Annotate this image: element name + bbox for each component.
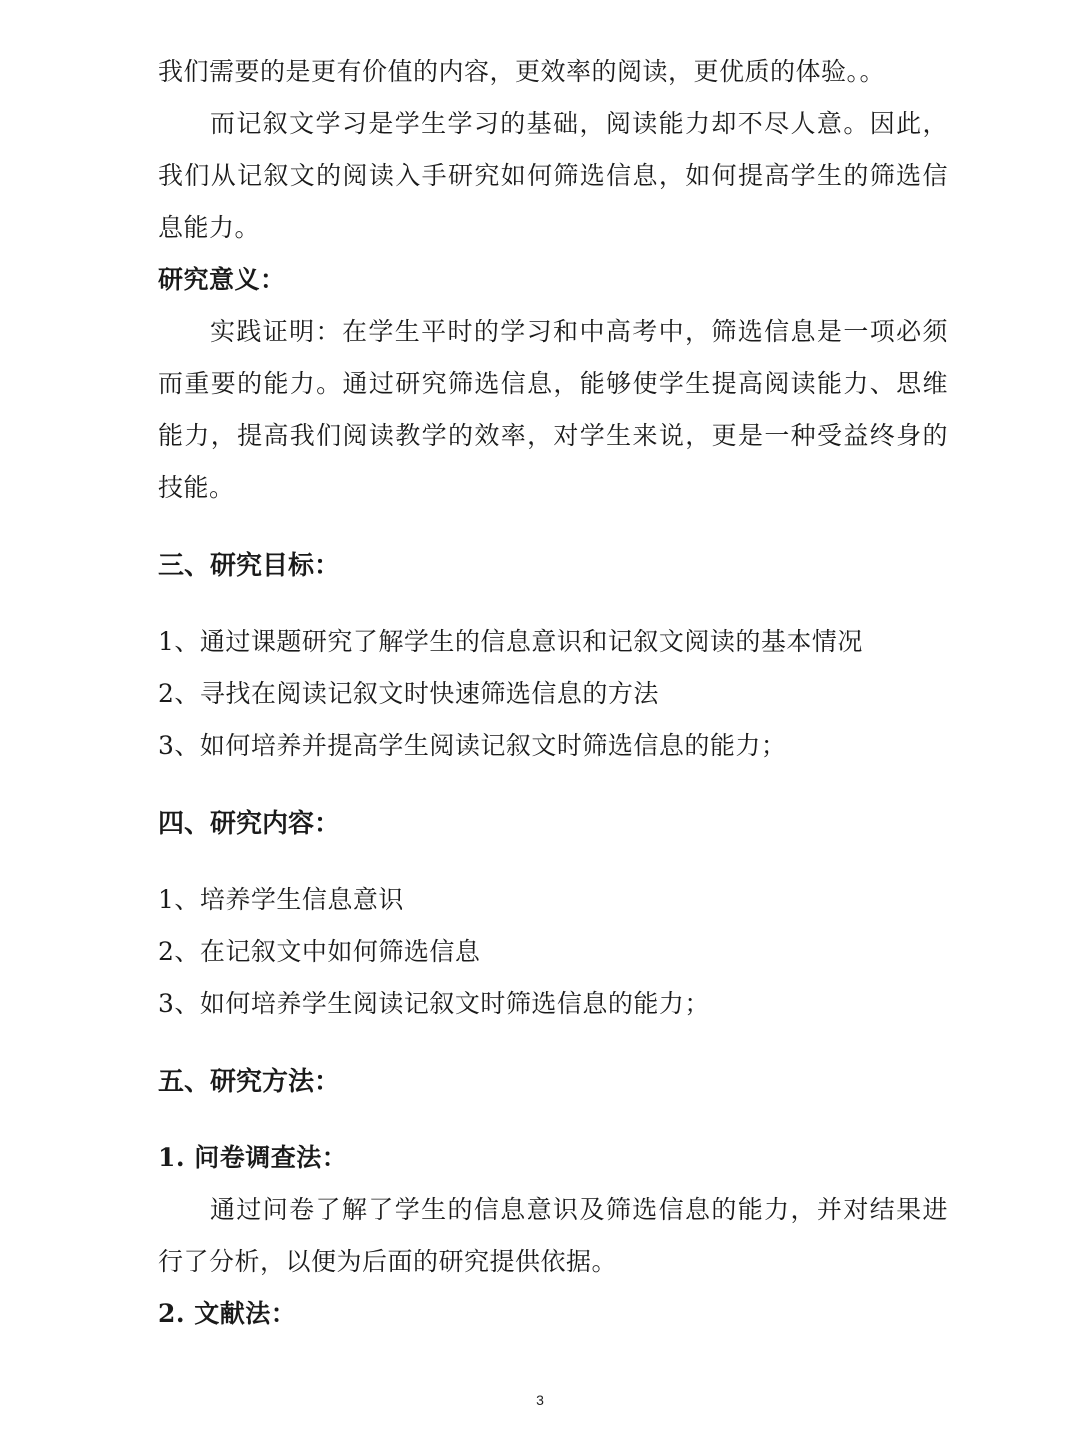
method-2-label: 2. 文献法： (158, 1299, 297, 1328)
significance-line: 技能。 (158, 473, 235, 502)
section-heading-content: 四、研究内容： (158, 809, 341, 839)
method-1-line: 通过问卷了解了学生的信息意识及筛选信息的能力，并对结果进 (210, 1195, 948, 1224)
section-heading-methods: 五、研究方法： (158, 1067, 341, 1097)
significance-line: 而重要的能力。通过研究筛选信息，能够使学生提高阅读能力、思维 (158, 369, 948, 398)
significance-line: 实践证明：在学生平时的学习和中高考中，筛选信息是一项必须 (210, 317, 948, 346)
section-heading-goals: 三、研究目标： (158, 551, 341, 581)
significance-label: 研究意义： (158, 265, 286, 294)
goal-item: 2、寻找在阅读记叙文时快速筛选信息的方法 (158, 679, 659, 708)
content-item: 1、培养学生信息意识 (158, 885, 404, 914)
intro-paragraph-line: 我们从记叙文的阅读入手研究如何筛选信息，如何提高学生的筛选信 (158, 161, 948, 190)
intro-paragraph-line: 而记叙文学习是学生学习的基础，阅读能力却不尽人意。因此， (210, 109, 948, 138)
significance-line: 能力，提高我们阅读教学的效率，对学生来说，更是一种受益终身的 (158, 421, 948, 450)
intro-line-1: 我们需要的是更有价值的内容，更效率的阅读，更优质的体验。。 (158, 57, 886, 86)
goal-item: 1、通过课题研究了解学生的信息意识和记叙文阅读的基本情况 (158, 627, 863, 656)
intro-paragraph-line: 息能力。 (158, 213, 261, 242)
content-item: 3、如何培养学生阅读记叙文时筛选信息的能力； (158, 989, 710, 1018)
method-1-label: 1. 问卷调查法： (158, 1143, 348, 1172)
page-number: 3 (536, 1392, 544, 1408)
document-page (158, 46, 948, 1340)
goal-item: 3、如何培养并提高学生阅读记叙文时筛选信息的能力； (158, 731, 787, 760)
content-item: 2、在记叙文中如何筛选信息 (158, 937, 481, 966)
method-1-line: 行了分析，以便为后面的研究提供依据。 (158, 1247, 618, 1276)
